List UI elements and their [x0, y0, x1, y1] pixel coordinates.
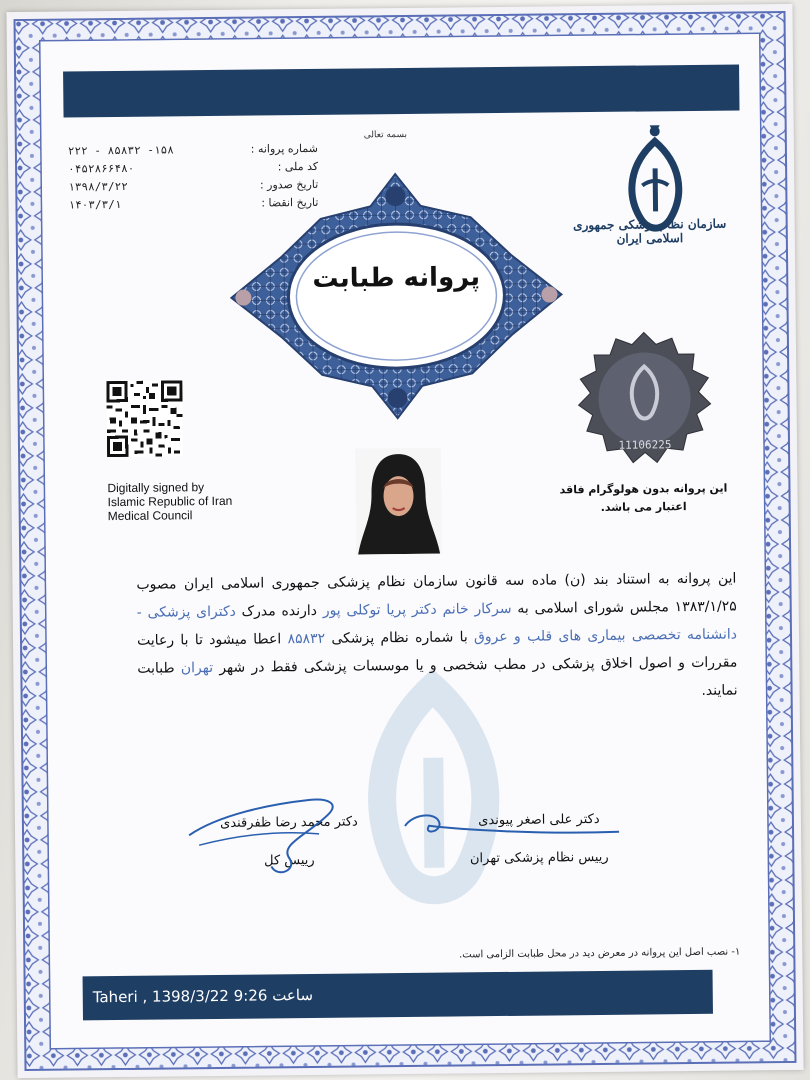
issue-date-label: تاریخ صدور :: [259, 177, 319, 191]
right-signer-name: دکتر علی اصغر پیوندی: [478, 811, 600, 829]
holder-name: سرکار خانم دکتر پریا توکلی پور: [322, 600, 512, 619]
license-document: [6, 4, 803, 1078]
right-signer-title: رییس نظام پزشکی تهران: [469, 849, 609, 867]
medical-council-number: ۸۵۸۳۲: [287, 630, 326, 648]
body-part4: اعطا میشود تا با رعایت مقررات و اصول اخلاق پزشکی در مطب شخصی و یا موسسات پزشکی فقط در شهر: [136, 631, 738, 677]
degree-title: دکترای پزشکی - دانشنامه تخصصی بیماری های قلب و عروق: [136, 603, 738, 646]
body-part1: این پروانه به استناد بند (ن) ماده سه قانون سازمان نظام پزشکی جمهوری اسلامی ایران مصوب ۱۳۸۳/۱/۲۵ مجلس شورای اسلامی به: [136, 570, 737, 617]
holder-photo: [355, 448, 442, 555]
signature-block-left: [189, 803, 390, 881]
hologram-note: [553, 480, 733, 518]
title-medallion: [220, 164, 573, 428]
print-timestamp: Taheri , 1398/3/22 9:26 ساعت: [92, 985, 314, 1007]
expiry-date-value: ۱۴۰۳/۳/۱: [68, 197, 122, 212]
license-number-label: شماره پروانه :: [250, 141, 318, 156]
document-title: پروانه طبابت: [312, 262, 481, 294]
left-signer-name: دکتر محمد رضا ظفرقندی: [220, 814, 358, 831]
body-part2: دارنده مدرک: [235, 602, 323, 620]
body-part5: طبابت نمایند.: [137, 660, 738, 699]
body-part3: با شماره نظام پزشکی: [325, 629, 475, 647]
city-name: تهران: [180, 660, 214, 677]
hologram-seal: [574, 330, 715, 471]
hologram-note-line2: اعتبار می باشد.: [600, 500, 687, 514]
issue-date-value: ۱۳۹۸/۳/۲۲: [68, 179, 128, 194]
signature-block-right: [439, 801, 640, 879]
footnote: ۱- نصب اصل این پروانه در معرض دید در محل طبابت الزامی است.: [458, 946, 741, 961]
digital-signature-line1: Digitally signed by: [107, 480, 205, 496]
bottom-navy-bar: [83, 970, 713, 1021]
qr-code: [106, 380, 183, 457]
license-number-value: ۲۲۲ - ۸۵۸۳۲ -۱۵۸: [67, 142, 174, 158]
document-body: [41, 34, 769, 1047]
expiry-date-label: تاریخ انقضا :: [261, 195, 319, 209]
national-id-value: ۰۴۵۲۸۶۶۴۸۰: [68, 161, 135, 176]
digital-signature-note: [107, 480, 232, 523]
digital-signature-line2: Islamic Republic of Iran: [107, 493, 233, 510]
organization-name: سازمان نظام پزشکی جمهوری اسلامی ایران: [573, 216, 727, 246]
basmala: بسمه تعالی: [363, 129, 408, 141]
top-navy-bar: [63, 64, 739, 117]
hologram-note-line1: این پروانه بدون هولوگرام فاقد: [559, 481, 728, 497]
left-signer-title: رییس کل: [263, 852, 315, 869]
national-id-label: کد ملی :: [277, 159, 319, 173]
hologram-serial: 11106225: [618, 438, 672, 452]
license-body-text: [136, 565, 737, 711]
digital-signature-line3: Medical Council: [107, 508, 193, 524]
